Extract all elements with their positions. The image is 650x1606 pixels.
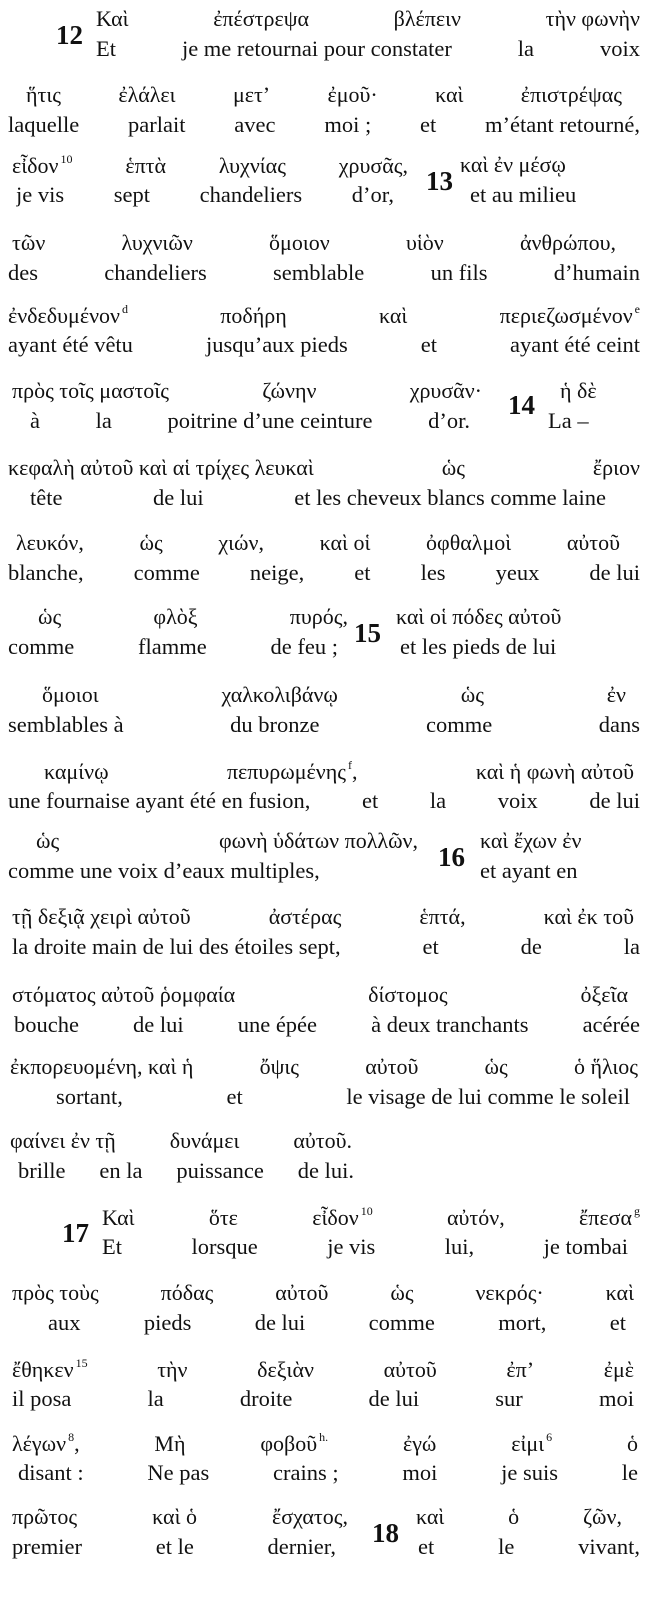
word: περιεζωσμένον $^e$ [499,302,640,328]
greek-line [10,1128,352,1156]
greek-line [44,758,634,786]
word: εἰμι $^6$ [511,1430,553,1456]
word: et [609,1310,626,1335]
word: et [420,112,437,137]
word: εἶδον $^{10}$ [312,1204,373,1230]
word: je me retournai pour constater [181,36,452,61]
word: et les pieds de lui [400,634,557,659]
word: comme [8,634,75,659]
word: ἐκπορευομένη, καὶ ἡ [10,1054,194,1079]
word: ὡς [460,682,484,707]
word: ayant été ceint [510,332,640,357]
word: δίστομος [368,982,448,1007]
french-line [18,1158,354,1186]
greek-line [26,82,622,110]
french-line [480,858,640,886]
word: εἶδον $^{10}$ [12,152,73,178]
word: πρὸς τοὺς [12,1280,99,1305]
french-line [12,1386,634,1414]
word: πρὸς τοῖς μαστοῖς [12,378,169,403]
word: ἀνθρώπου, [520,230,616,255]
word: αὐτοῦ. [293,1128,352,1153]
word: et ayant en [480,858,578,883]
word: chandeliers [199,182,303,207]
word: τῶν [12,230,46,255]
word: La – [548,408,589,433]
word: de lui [368,1386,420,1411]
word: acérée [582,1012,640,1037]
word: une fournaise ayant été en fusion, [8,788,311,813]
french-line [8,712,640,740]
word: ἐνδεδυμένον $^d$ [8,302,128,328]
word: Et [96,36,116,61]
greek-line [10,1054,638,1082]
word: voix [599,36,640,61]
word: moi [402,1460,438,1485]
word: d’humain [553,260,640,285]
french-line [30,485,606,513]
verse-number: 14 [508,390,535,420]
word: neige, [249,560,305,585]
word: d’or. [428,408,470,433]
word: ὡς [139,530,163,555]
word: τὴν φωνὴν [545,6,640,31]
word: semblable [273,260,365,285]
word: je vis [327,1234,376,1259]
interlinear-pair [8,230,640,290]
word: κεφαλὴ αὐτοῦ καὶ αἱ τρίχες λευκαὶ [8,455,314,480]
word: et le [155,1534,194,1559]
word: φοβοῦ $^{h.}$ [260,1430,329,1456]
french-line [30,408,470,436]
word: un fils [430,260,488,285]
french-line [400,634,640,662]
greek-line [8,302,640,330]
word: ἐλάλει [118,82,176,107]
word: le [498,1534,515,1559]
interlinear-pair [8,6,640,66]
word: Ne pas [147,1460,210,1485]
word: Καὶ [96,6,129,31]
word: λευκόν, [16,530,84,555]
word: ἐπ’ [506,1357,535,1382]
word: de feu ; [270,634,338,659]
word: χρυσᾶς, [338,153,408,178]
word: ἐμοῦ· [327,82,378,107]
word: ἡ δὲ [560,378,597,403]
word: καὶ οἱ [319,530,371,555]
word: ἔπεσα $^g$ [579,1204,640,1230]
word: et [420,332,438,357]
word: puissance [176,1158,264,1183]
greek-line [12,982,628,1010]
verse-number: 18 [372,1518,399,1548]
interlinear-pair [8,1356,640,1416]
interlinear-pair [8,302,640,362]
word: la [147,1386,164,1411]
french-line [8,332,640,360]
word: ἔσχατος, [272,1504,348,1529]
word: αὐτόν, [447,1205,505,1230]
word: ποδήρη [220,303,287,328]
word: la droite main de lui des étoiles sept, [12,934,341,959]
greek-line [8,455,640,483]
word: dans [598,712,640,737]
word: sept [113,182,151,207]
word: Μὴ [154,1431,186,1456]
word: ἔθηκεν $^{15}$ [12,1356,88,1382]
greek-line [12,152,408,180]
word: droite [239,1386,293,1411]
word: d’or, [351,182,394,207]
word: δεξιὰν [257,1357,314,1382]
french-line [48,1310,626,1338]
interlinear-pair [8,904,640,964]
word: de lui [254,1310,306,1335]
word: pieds [143,1310,192,1335]
word: et [362,788,379,813]
interlinear-pair [8,682,640,742]
word: καὶ ἐκ τοῦ [543,904,634,929]
word: καὶ ἡ φωνὴ αὐτοῦ [475,759,634,784]
word: le [621,1460,638,1485]
french-line [102,1234,628,1262]
word: la [429,788,447,813]
word: je tombai [543,1234,628,1259]
interlinear-pair [8,1128,640,1188]
word: disant : [18,1460,84,1485]
word: πυρός, [289,604,348,629]
french-line [8,260,640,288]
word: vivant, [578,1534,640,1559]
word: de [520,934,542,959]
french-line [12,1534,336,1562]
word: ἑπτὰ [125,153,167,178]
greek-line [12,1356,634,1384]
word: moi ; [324,112,372,137]
word: πεπυρωμένης $^f$, [226,758,358,784]
word: et [418,1534,435,1559]
word: lui, [444,1234,475,1259]
word: ὡς [441,455,465,480]
french-line [418,1534,640,1562]
word: de lui [153,485,204,510]
word: dernier, [267,1534,336,1559]
french-line [18,1460,638,1488]
french-line [12,934,640,962]
interlinear-pair [8,1504,640,1564]
word: αὐτοῦ [275,1280,329,1305]
verse-number: 12 [56,20,83,50]
verse-number: 15 [354,618,381,648]
greek-line [42,682,626,710]
interlinear-pair [8,1430,640,1490]
word: καὶ [435,82,464,107]
french-line [548,408,640,436]
word: ὅμοιον [269,230,330,255]
word: et les cheveux blancs comme laine [294,485,606,510]
word: χιών, [218,530,264,555]
interlinear-pair [8,455,640,515]
word: ἐπέστρεψα [213,6,309,31]
word: καὶ [416,1504,445,1529]
word: les [420,560,446,585]
greek-line [416,1504,622,1532]
word: de lui [133,1012,184,1037]
word: βλέπειν [393,6,461,31]
greek-line [12,1280,634,1308]
word: φωνὴ ὑδάτων πολλῶν, [218,828,418,853]
word: des [8,260,38,285]
word: ὄψις [259,1054,299,1079]
greek-line [36,828,418,856]
verse-number: 16 [438,842,465,872]
word: ζῶν, [582,1504,622,1529]
word: αὐτοῦ [383,1357,437,1382]
word: καὶ [605,1280,634,1305]
word: δυνάμει [169,1128,240,1153]
interlinear-pair [8,82,640,142]
word: sortant, [56,1084,123,1109]
word: la [95,408,112,433]
french-line [8,112,640,140]
word: et [226,1084,243,1109]
word: ὡς [36,828,60,853]
word: en la [99,1158,143,1183]
word: de lui [589,788,640,813]
interlinear-pair [8,604,640,664]
french-line [56,1084,630,1112]
word: ἥτις [26,82,61,107]
french-line [8,858,418,886]
french-line [470,182,640,210]
interlinear-pair [8,378,640,438]
word: ὅμοιοι [42,682,99,707]
word: à deux tranchants [371,1012,529,1037]
word: comme [368,1310,435,1335]
word: πόδας [160,1280,214,1305]
word: comme [425,712,493,737]
word: λυχνιῶν [121,230,193,255]
word: ἐγώ [402,1431,437,1456]
word: ὁ ἥλιος [573,1054,638,1079]
interlinear-pair [8,152,640,212]
word: flamme [138,634,207,659]
word: ἀστέρας [268,904,342,929]
word: καὶ ἔχων ἐν [480,828,582,853]
word: la [517,36,535,61]
word: blanche, [8,560,84,585]
word: καὶ ὁ [152,1504,197,1529]
interlinear-pair [8,530,640,590]
word: ὅτε [208,1205,238,1230]
word: tête [30,485,63,510]
word: μετ’ [232,82,271,107]
word: moi [598,1386,634,1411]
greek-line [460,152,640,180]
word: καμίνῳ [44,759,109,784]
word: parlait [128,112,186,137]
word: chandeliers [104,260,207,285]
greek-line [16,530,620,558]
french-line [8,634,338,662]
interlinear-pair [8,1204,640,1264]
word: Καὶ [102,1205,135,1230]
word: Et [102,1234,122,1259]
word: poitrine d’une ceinture [167,408,373,433]
word: ὡς [38,604,62,629]
word: mort, [498,1310,547,1335]
word: la [623,934,640,959]
word: φαίνει ἐν τῇ [10,1128,116,1153]
word: m’étant retourné, [485,112,640,137]
interlinear-pair [8,1054,640,1114]
greek-line [96,6,640,34]
greek-line [12,1504,348,1532]
verse-number: 17 [62,1218,89,1248]
greek-line [12,1430,638,1458]
interlinear-pair [8,1280,640,1340]
word: voix [497,788,538,813]
word: τῇ δεξιᾷ χειρὶ αὐτοῦ [12,904,191,929]
word: semblables à [8,712,124,737]
interlinear-pair [8,982,640,1042]
word: ayant été vêtu [8,332,133,357]
word: laquelle [8,112,80,137]
word: ὁ [508,1504,520,1529]
word: premier [12,1534,82,1559]
word: λυχνίας [218,153,286,178]
greek-line [12,378,482,406]
word: ὁ [626,1431,638,1456]
word: brille [18,1158,66,1183]
french-line [16,182,394,210]
word: je vis [16,182,65,207]
word: ζώνην [262,378,317,403]
word: χρυσᾶν· [409,378,482,403]
word: καὶ ἐν μέσῳ [460,152,566,177]
word: λέγων $^8$, [12,1430,80,1456]
word: et au milieu [470,182,577,207]
word: ἐμὲ [603,1357,634,1382]
greek-line [12,230,616,258]
word: le visage de lui comme le soleil [346,1084,630,1109]
word: ὀφθαλμοὶ [426,530,512,555]
greek-line [38,604,348,632]
interlinear-pair [8,828,640,888]
french-line [8,560,640,588]
word: et [354,560,371,585]
word: νεκρός· [475,1280,544,1305]
word: sur [495,1386,523,1411]
word: στόματος αὐτοῦ ῥομφαία [12,982,236,1007]
word: καὶ οἱ πόδες αὐτοῦ [396,604,562,629]
word: jusqu’aux pieds [205,332,348,357]
verse-number: 13 [426,166,453,196]
word: αὐτοῦ [365,1054,419,1079]
greek-line [480,828,628,856]
word: il posa [12,1386,72,1411]
word: comme [133,560,200,585]
word: je suis [501,1460,558,1485]
greek-line [560,378,632,406]
french-line [14,1012,640,1040]
word: de lui [589,560,640,585]
greek-line [102,1204,640,1232]
word: αὐτοῦ [566,530,620,555]
word: avec [234,112,276,137]
word: υἱὸν [405,230,444,255]
word: et [422,934,439,959]
word: de lui. [297,1158,354,1183]
word: πρῶτος [12,1504,78,1529]
word: ἐν [606,682,626,707]
greek-line [12,904,634,932]
word: καὶ [378,303,408,328]
word: ὡς [484,1054,508,1079]
word: χαλκολιβάνῳ [221,682,338,707]
word: une épée [237,1012,318,1037]
word: ὡς [390,1280,414,1305]
word: bouche [14,1012,79,1037]
french-line [8,788,640,816]
word: lorsque [191,1234,258,1259]
word: comme une voix d’eaux multiples, [8,858,320,883]
word: du bronze [230,712,320,737]
word: à [30,408,40,433]
interlinear-pair [8,758,640,818]
greek-line [396,604,640,632]
word: ὀξεῖα [580,982,628,1007]
word: crains ; [272,1460,339,1485]
word: yeux [495,560,540,585]
word: φλὸξ [153,604,198,629]
word: aux [48,1310,81,1335]
word: τὴν [157,1357,188,1382]
word: ἔριον [592,455,640,480]
word: ἐπιστρέψας [520,82,622,107]
word: ἑπτά, [419,904,466,929]
french-line [96,36,640,64]
